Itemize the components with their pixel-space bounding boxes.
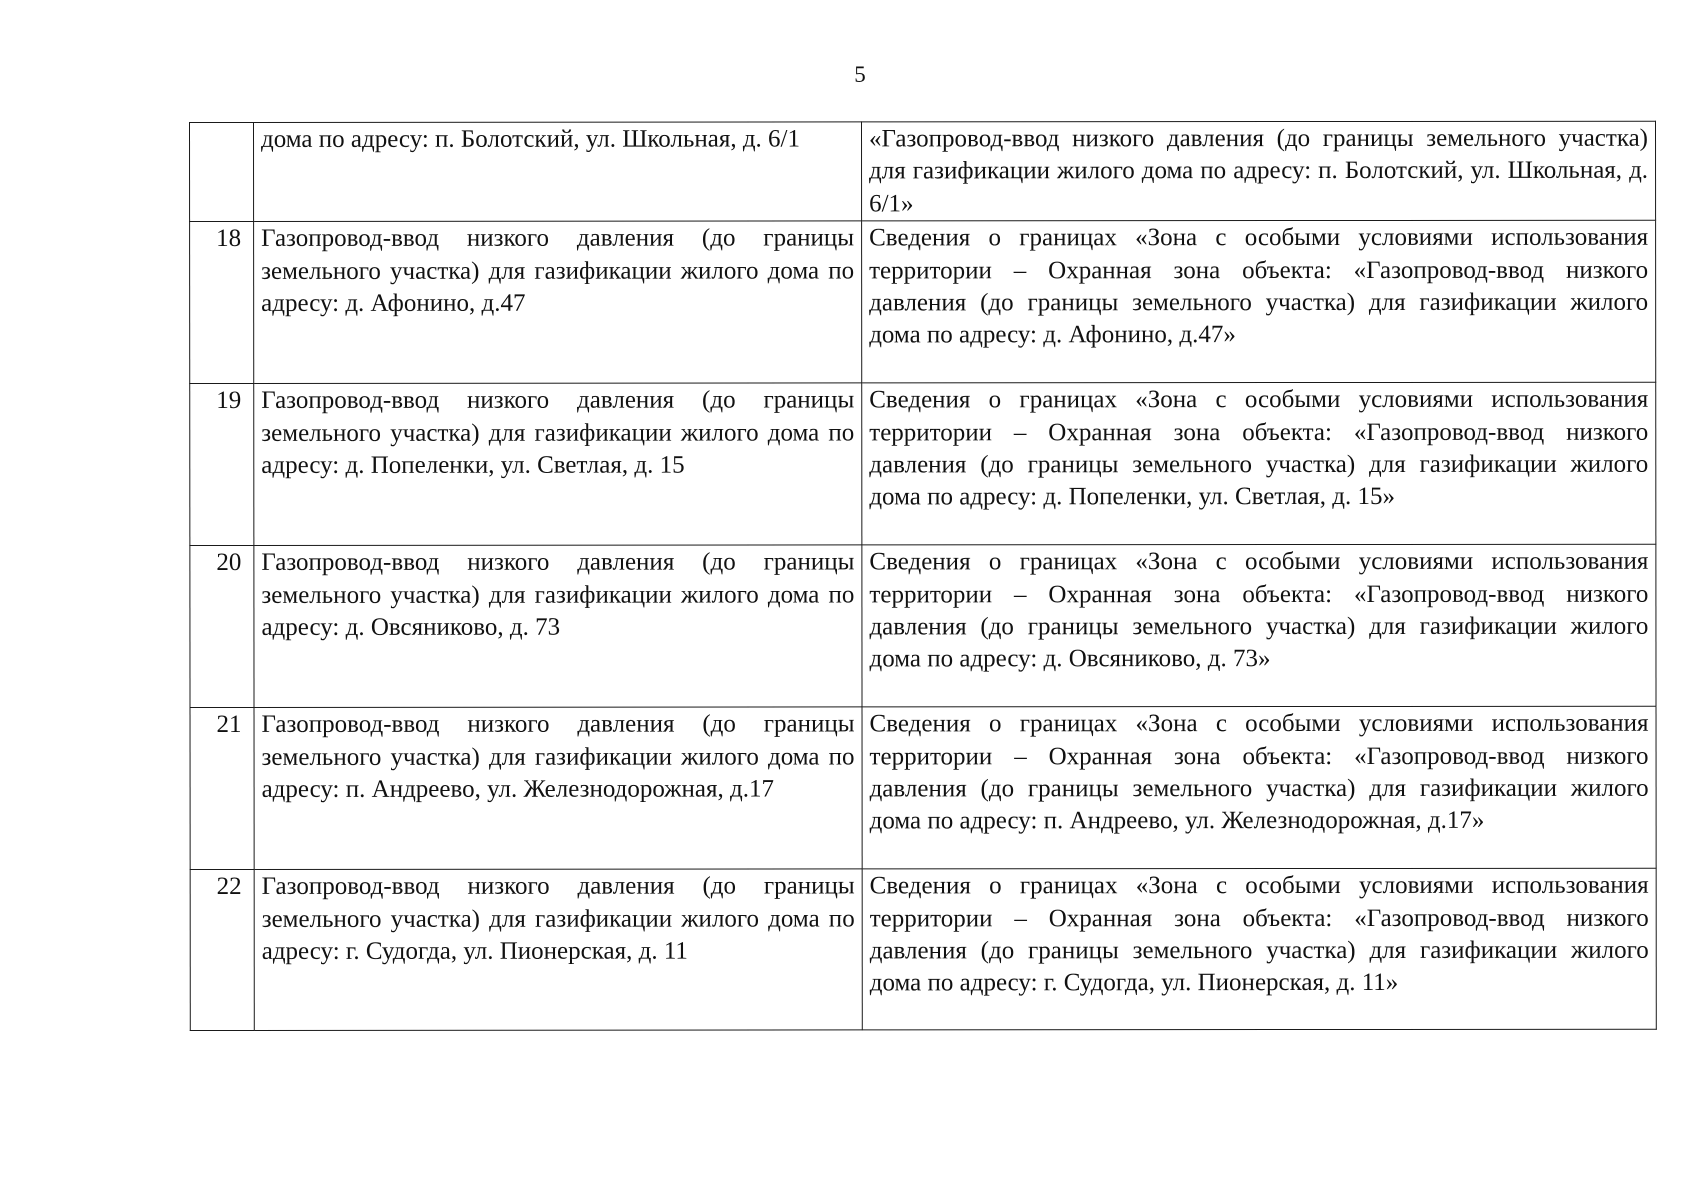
object-name-cell: дома по адресу: п. Болотский, ул. Школьная, д. 6/1 <box>254 122 862 222</box>
object-name-cell: Газопровод-ввод низкого давления (до границы земельного участка) для газификации жилого дома по адресу: д. Попеленки, ул. Светлая, д. 15 <box>254 383 862 546</box>
zone-info-cell: Сведения о границах «Зона с особыми условиями использования территории – Охранная зона объекта: «Газопровод-ввод низкого давления (до границы земельного участка) для газификации жилого дома по адресу: д. Попеленки, ул. Светлая, д. 15» <box>862 382 1656 545</box>
object-name-cell: Газопровод-ввод низкого давления (до границы земельного участка) для газификации жилого дома по адресу: г. Судогда, ул. Пионерская, д. 11 <box>254 869 862 1031</box>
table-row <box>190 220 1656 383</box>
row-number <box>190 122 254 221</box>
row-number: 18 <box>190 222 254 384</box>
object-name-cell: Газопровод-ввод низкого давления (до границы земельного участка) для газификации жилого дома по адресу: д. Овсяниково, д. 73 <box>254 545 862 708</box>
objects-table <box>189 121 1657 1031</box>
zone-info-cell: Сведения о границах «Зона с особыми условиями использования территории – Охранная зона объекта: «Газопровод-ввод низкого давления (до границы земельного участка) для газификации жилого дома по адресу: г. Судогда, ул. Пионерская, д. 11» <box>862 868 1656 1030</box>
row-number: 21 <box>190 708 254 870</box>
page-number: 5 <box>854 62 866 87</box>
zone-info-cell: Сведения о границах «Зона с особыми условиями использования территории – Охранная зона объекта: «Газопровод-ввод низкого давления (до границы земельного участка) для газификации жилого дома по адресу: д. Овсяниково, д. 73» <box>862 544 1656 707</box>
table-row <box>190 121 1656 221</box>
row-number: 22 <box>190 870 254 1031</box>
row-number: 19 <box>190 384 254 546</box>
table-row <box>190 706 1656 869</box>
row-number: 20 <box>190 546 254 708</box>
table-row <box>190 382 1656 545</box>
zone-info-cell: «Газопровод-ввод низкого давления (до границы земельного участка) для газификации жилого дома по адресу: п. Болотский, ул. Школьная, д. 6/1» <box>862 121 1656 221</box>
object-name-cell: Газопровод-ввод низкого давления (до границы земельного участка) для газификации жилого дома по адресу: п. Андреево, ул. Железнодорожная, д.17 <box>254 707 862 870</box>
table-row <box>190 868 1656 1030</box>
table-row <box>190 544 1656 707</box>
object-name-cell: Газопровод-ввод низкого давления (до границы земельного участка) для газификации жилого дома по адресу: д. Афонино, д.47 <box>254 221 862 384</box>
zone-info-cell: Сведения о границах «Зона с особыми условиями использования территории – Охранная зона объекта: «Газопровод-ввод низкого давления (до границы земельного участка) для газификации жилого дома по адресу: п. Андреево, ул. Железнодорожная, д.17» <box>862 706 1656 869</box>
zone-info-cell: Сведения о границах «Зона с особыми условиями использования территории – Охранная зона объекта: «Газопровод-ввод низкого давления (до границы земельного участка) для газификации жилого дома по адресу: д. Афонино, д.47» <box>862 220 1656 383</box>
